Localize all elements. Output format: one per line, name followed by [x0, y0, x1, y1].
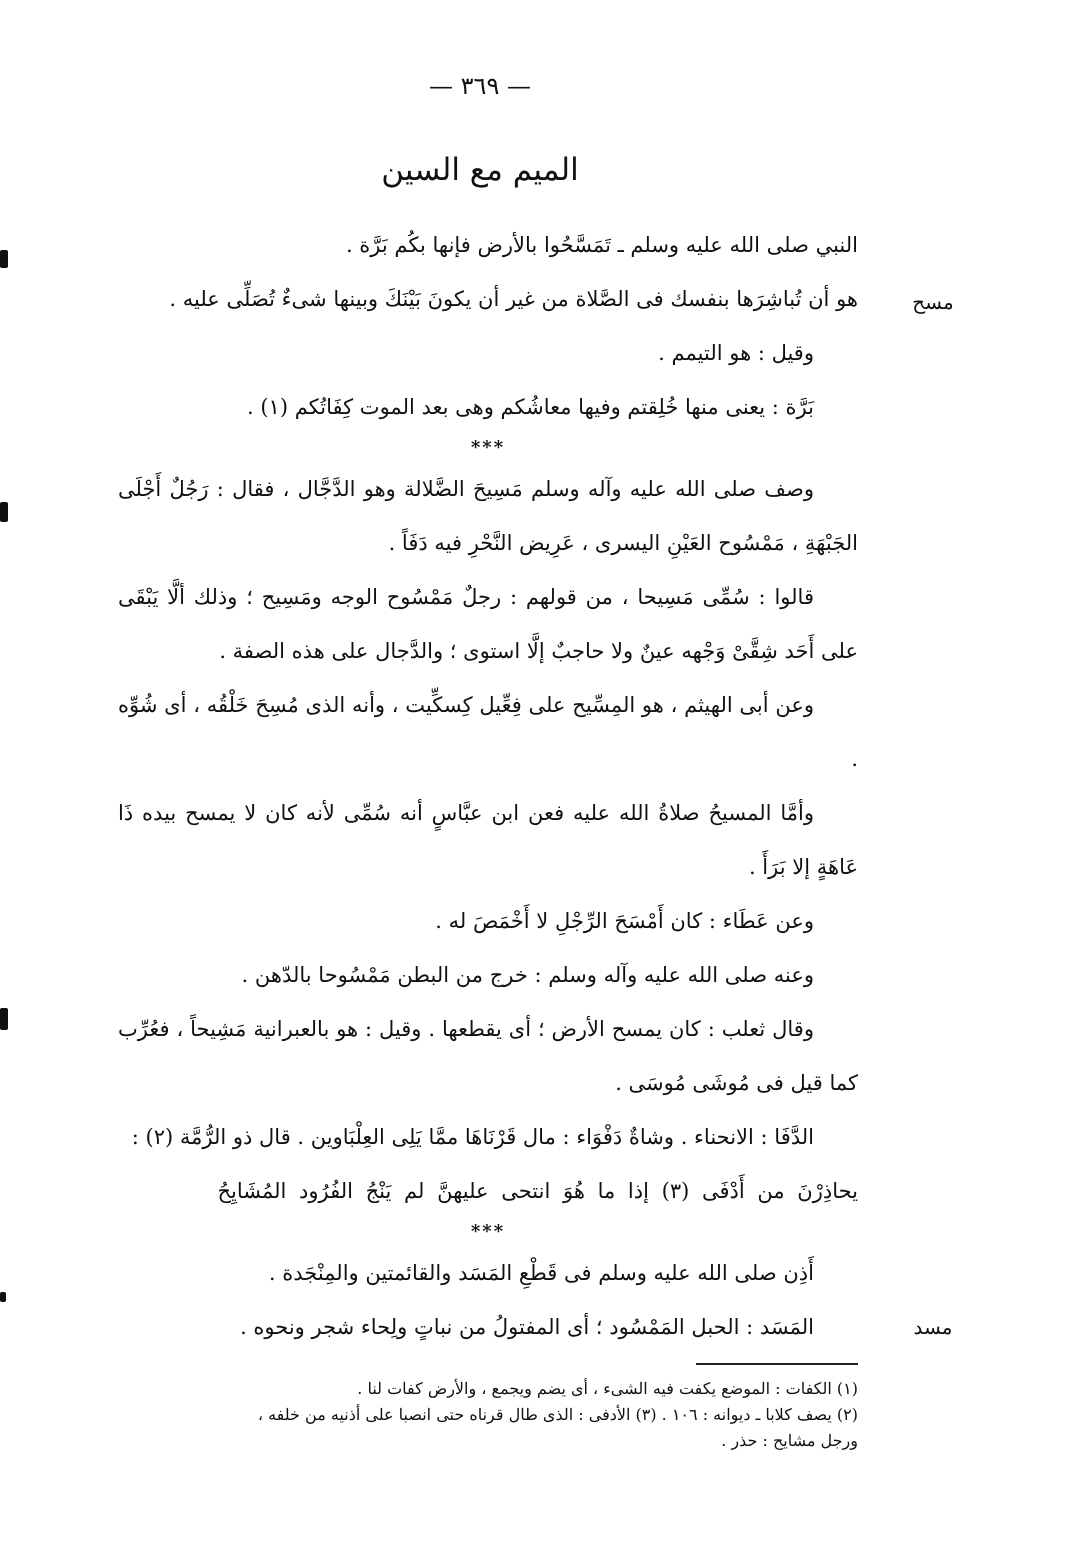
margin-headword-masad: مسد — [913, 1315, 953, 1339]
paragraph: أَذِن صلى الله عليه وسلم فى قَطْعِ المَسَد والقائمتين والمِنْجَدة . — [268, 1261, 814, 1285]
chapter-title: الميم مع السين — [381, 152, 579, 188]
poetry-verse: يحاذِرْنَ من أَدْفَى (٣) إذا ما هُوَ انتحى عليهنَّ لم يَنْجُ الفُرُود المُشَايِحُ — [217, 1179, 858, 1203]
footnote: (١) الكفات : الموضع يكفت فيه الشىء ، أى يضم ويجمع ، والأرض كفات لنا . — [357, 1379, 858, 1398]
paragraph: هو أن تُباشِرَها بنفسك فى الصَّلاة من غير أن يكونَ بَيْنَكَ وبينها شىءٌ تُصَلِّى عليه . — [169, 287, 858, 311]
scan-edge-mark — [0, 502, 8, 522]
paragraph: بَرَّة : يعنى منها خُلِقتم وفيها معاشُكم وهى بعد الموت كِفَاتُكم (١) . — [247, 395, 814, 419]
paragraph: المَسَد : الحبل المَمْسُود ؛ أى المفتولُ من نباتٍ ولِحاء شجر ونحوه . — [240, 1315, 814, 1339]
scan-edge-mark — [0, 1292, 6, 1302]
paragraph: الدَّفَا : الانحناء . وشاةٌ دَفْوَاء : مال قَرْنَاهَا ممَّا يَلِى العِلْبَاوين . قال ذو الرُّمَّة (٢) : — [131, 1125, 814, 1149]
paragraph: وعن أبى الهيثم ، هو المِسِّيح على فِعِّيل كِسكِّيت ، وأنه الذى مُسِحَ خَلْقُه ، أى شُوِّه . — [118, 693, 858, 771]
margin-headword-masaha: مسح — [912, 290, 954, 314]
scan-edge-mark — [0, 250, 8, 268]
main-text — [118, 218, 858, 1354]
paragraph: وعنه صلى الله عليه وآله وسلم : خرج من البطن مَمْسُوحا بالدّهن . — [241, 963, 814, 987]
paragraph: النبي صلى الله عليه وسلم ـ تَمَسَّحُوا بالأرض فإنها بكُم بَرَّة . — [345, 233, 858, 257]
paragraph: وصف صلى الله عليه وآله وسلم مَسِيحَ الضَّلالة وهو الدَّجَّال ، فقال : رَجُلٌ أَجْلَى الجَبْهَةِ ، مَمْسُوح العَيْنِ اليسرى ، عَرِيض النَّحْرِ فيه دَفَاً . — [118, 477, 858, 555]
scan-edge-mark — [0, 1008, 8, 1030]
paragraph: قالوا : سُمِّى مَسِيحا ، من قولهم : رجلٌ مَمْسُوح الوجه ومَسِيح ؛ وذلك ألَّا يَبْقَى على أَحَد شِقَّىْ وَجْهه عينٌ ولا حاجبٌ إلَّا استوى ؛ والدَّجال على هذه الصفة . — [118, 585, 858, 663]
paragraph: وعن عَطَاء : كان أَمْسَحَ الرِّجْلِ لا أَخْمَصَ له . — [435, 909, 814, 933]
paragraph: وأمَّا المسيحُ صلاةُ الله عليه فعن ابن عبَّاسٍ أنه سُمِّى لأنه كان لا يمسح بيده ذَا عَاهَةٍ إلا بَرَأَ . — [118, 801, 858, 879]
section-divider: *** — [470, 1221, 506, 1242]
footnotes — [118, 1376, 858, 1454]
paragraph: وقال ثعلب : كان يمسح الأرض ؛ أى يقطعها . وقيل : هو بالعبرانية مَشِيحاً ، فعُرِّب كما قيل فى مُوشَى مُوسَى . — [118, 1017, 858, 1095]
footnote: (٢) يصف كلابا ـ ديوانه : ١٠٦ . (٣) الأدفى : الذى طال قرناه حتى انصبا على أذنيه من خلفه ، — [257, 1405, 858, 1424]
section-divider: *** — [470, 437, 506, 458]
page-number: — ٣٦٩ — — [429, 72, 531, 100]
footnote: ورجل مشايح : حذر . — [721, 1431, 858, 1450]
paragraph: وقيل : هو التيمم . — [658, 341, 814, 365]
footnote-separator — [696, 1363, 858, 1365]
